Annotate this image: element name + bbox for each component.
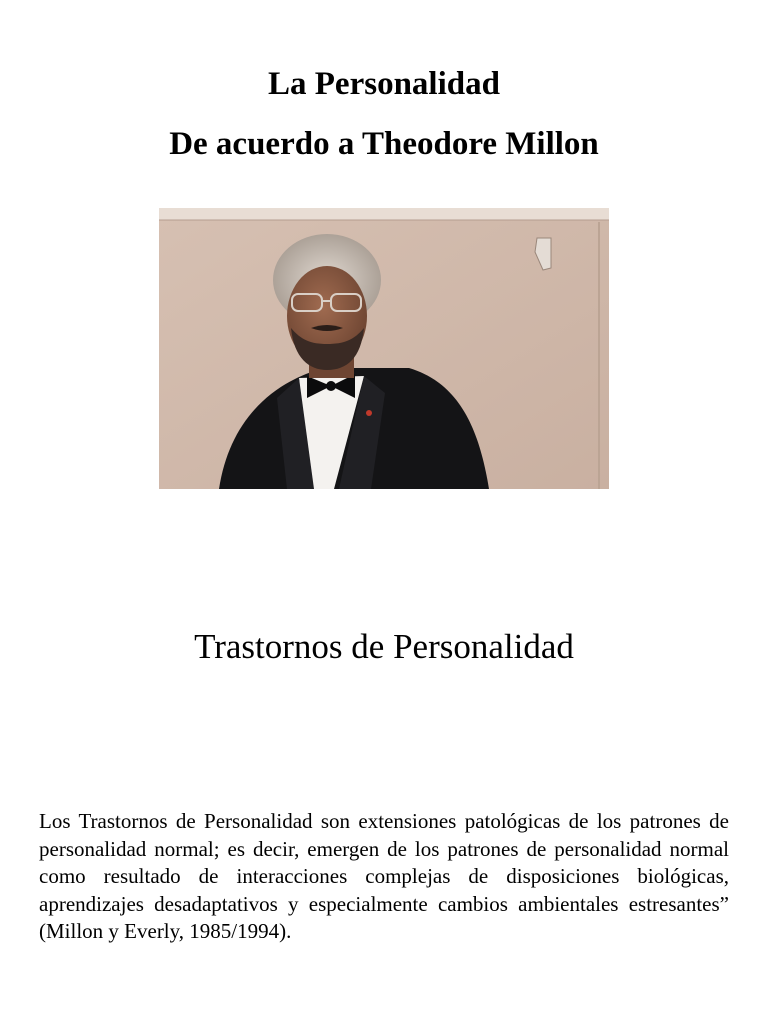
portrait-photo-icon bbox=[159, 208, 609, 489]
body-paragraph: Los Trastornos de Personalidad son extensiones patológicas de los patrones de personalidad normal; es decir, emergen de los patrones de personalidad normal como resultado de interacciones complejas de disposiciones biológicas, aprendizajes desadaptativos y especialmente cambios ambientales estresantes” (Millon y Everly, 1985/1994). bbox=[39, 809, 729, 943]
page-subtitle: De acuerdo a Theodore Millon bbox=[169, 126, 599, 162]
section-heading: Trastornos de Personalidad bbox=[194, 627, 574, 666]
page-title: La Personalidad bbox=[268, 66, 500, 102]
portrait-photo bbox=[159, 208, 609, 489]
